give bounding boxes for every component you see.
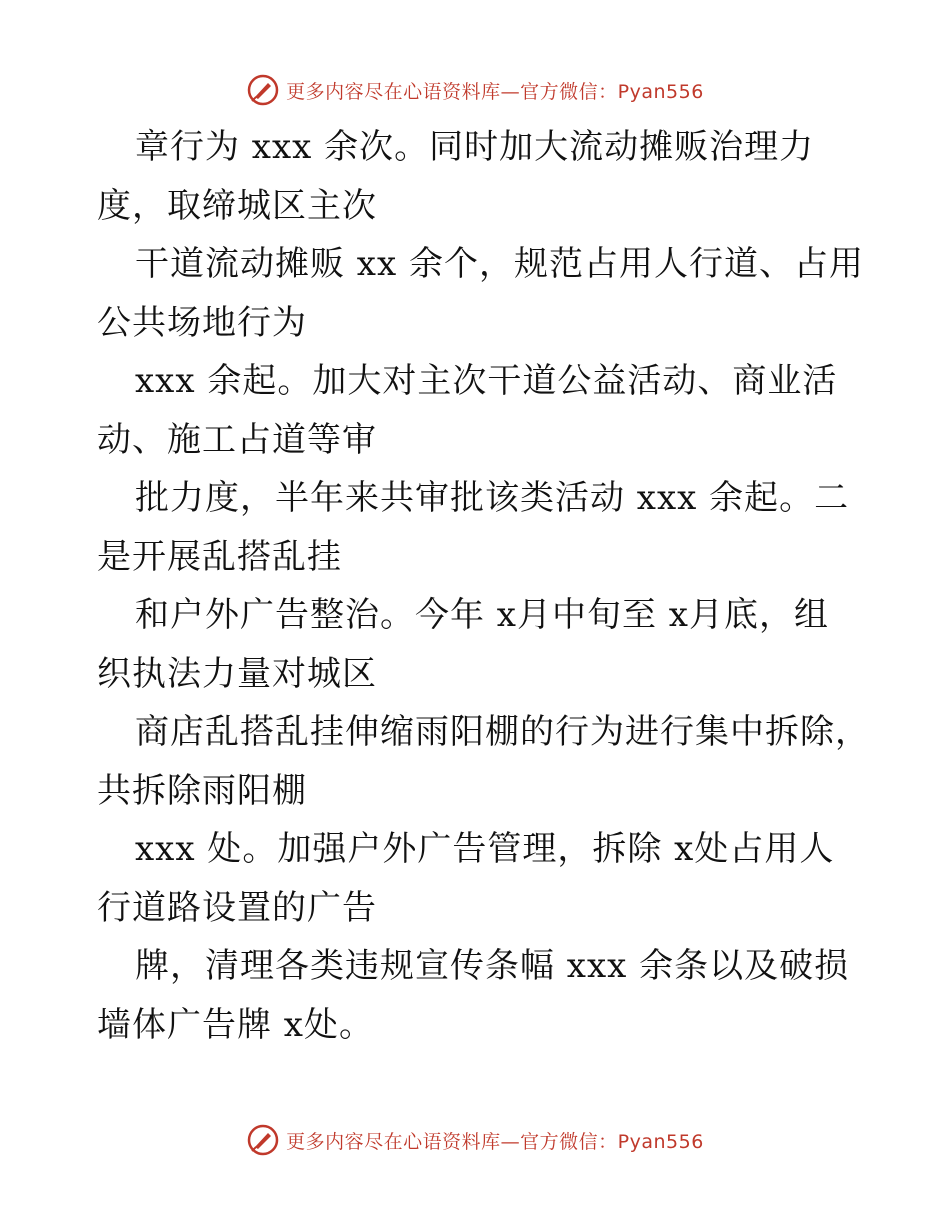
text-line: 墙体广告牌 x处。 [97,1004,374,1045]
quill-seal-icon [246,1123,280,1157]
footer-watermark [0,1120,950,1160]
document-body [97,118,870,1054]
text-line: xxx 余起。加大对主次干道公益活动、商业活 [135,361,838,401]
text-line: 牌，清理各类违规宣传条幅 xxx 余条以及破损 [135,946,850,986]
watermark-wechat-id: Pyan556 [617,1130,704,1153]
text-line: 是开展乱搭乱挂 [97,536,342,577]
text-line: 和户外广告整治。今年 x月中旬至 x月底，组 [135,595,829,635]
quill-seal-icon [246,73,280,107]
text-line: 度，取缔城区主次 [97,185,377,226]
text-line: 批力度，半年来共审批该类活动 xxx 余起。二 [135,478,850,518]
text-line: 干道流动摊贩 xx 余个，规范占用人行道、占用 [135,244,864,284]
watermark-text-cn: 更多内容尽在心语资料库—官方微信： [286,1130,618,1153]
watermark-text [286,1127,704,1154]
watermark-text-cn: 更多内容尽在心语资料库—官方微信： [286,80,618,103]
text-line: 公共场地行为 [97,302,307,343]
watermark-wechat-id: Pyan556 [617,80,704,103]
text-line: 商店乱搭乱挂伸缩雨阳棚的行为进行集中拆除， [135,712,870,752]
text-line: xxx 处。加强户外广告管理，拆除 x处占用人 [135,829,835,869]
text-line: 行道路设置的广告 [97,887,377,928]
header-watermark [0,70,950,110]
text-line: 动、施工占道等审 [97,419,377,460]
text-line: 织执法力量对城区 [97,653,377,694]
text-line: 章行为 xxx 余次。同时加大流动摊贩治理力 [135,127,815,167]
watermark-text [286,77,704,104]
text-line: 共拆除雨阳棚 [97,770,307,811]
